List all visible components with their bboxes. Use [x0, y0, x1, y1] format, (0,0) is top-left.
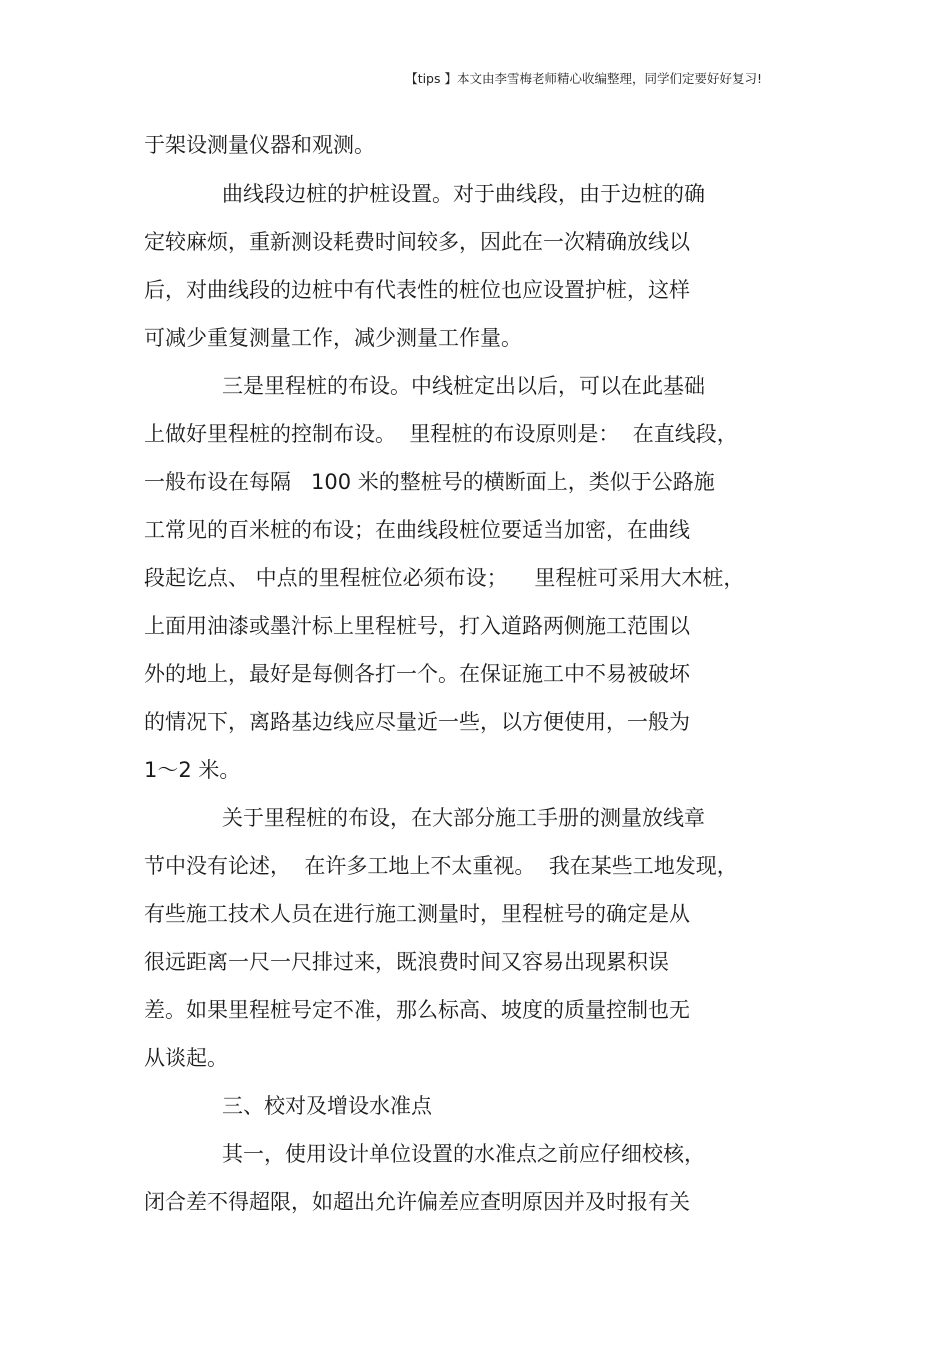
text-line: 后，对曲线段的边桩中有代表性的桩位也应设置护桩，这样 — [144, 278, 690, 302]
text-line: 曲线段边桩的护桩设置。对于曲线段，由于边桩的确 — [222, 182, 705, 206]
text-line: 有些施工技术人员在进行施工测量时，里程桩号的确定是从 — [144, 902, 690, 926]
text-line: 工常见的百米桩的布设；在曲线段桩位要适当加密，在曲线 — [144, 518, 690, 542]
text-line: 其一，使用设计单位设置的水准点之前应仔细校核， — [222, 1142, 705, 1166]
text-line: 差。如果里程桩号定不准，那么标高、坡度的质量控制也无 — [144, 998, 690, 1022]
section-heading: 三、校对及增设水准点 — [222, 1094, 432, 1118]
text-line: 于架设测量仪器和观测。 — [144, 133, 375, 157]
header-tips: 【tips 】本文由李雪梅老师精心收编整理，同学们定要好好复习! — [405, 71, 762, 86]
text-line: 关于里程桩的布设，在大部分施工手册的测量放线章 — [222, 806, 705, 830]
text-line: 一般布设在每隔 100 米的整桩号的横断面上，类似于公路施 — [144, 470, 715, 494]
text-line: 定较麻烦，重新测设耗费时间较多，因此在一次精确放线以 — [144, 230, 690, 254]
text-line: 很远距离一尺一尺排过来，既浪费时间又容易出现累积误 — [144, 950, 669, 974]
text-line: 闭合差不得超限，如超出允许偏差应查明原因并及时报有关 — [144, 1190, 690, 1214]
text-line: 1～2 米。 — [144, 758, 241, 782]
text-line: 的情况下，离路基边线应尽量近一些，以方便使用，一般为 — [144, 710, 690, 734]
text-line: 从谈起。 — [144, 1046, 228, 1070]
text-line: 可减少重复测量工作，减少测量工作量。 — [144, 326, 522, 350]
text-line: 外的地上，最好是每侧各打一个。在保证施工中不易被破坏 — [144, 662, 690, 686]
text-line: 上做好里程桩的控制布设。 里程桩的布设原则是： 在直线段， — [144, 422, 738, 446]
text-line: 三是里程桩的布设。中线桩定出以后，可以在此基础 — [222, 374, 705, 398]
text-line: 节中没有论述， 在许多工地上不太重视。 我在某些工地发现， — [144, 854, 738, 878]
text-line: 段起讫点、 中点的里程桩位必须布设； 里程桩可采用大木桩， — [144, 566, 745, 590]
text-line: 上面用油漆或墨汁标上里程桩号，打入道路两侧施工范围以 — [144, 614, 690, 638]
